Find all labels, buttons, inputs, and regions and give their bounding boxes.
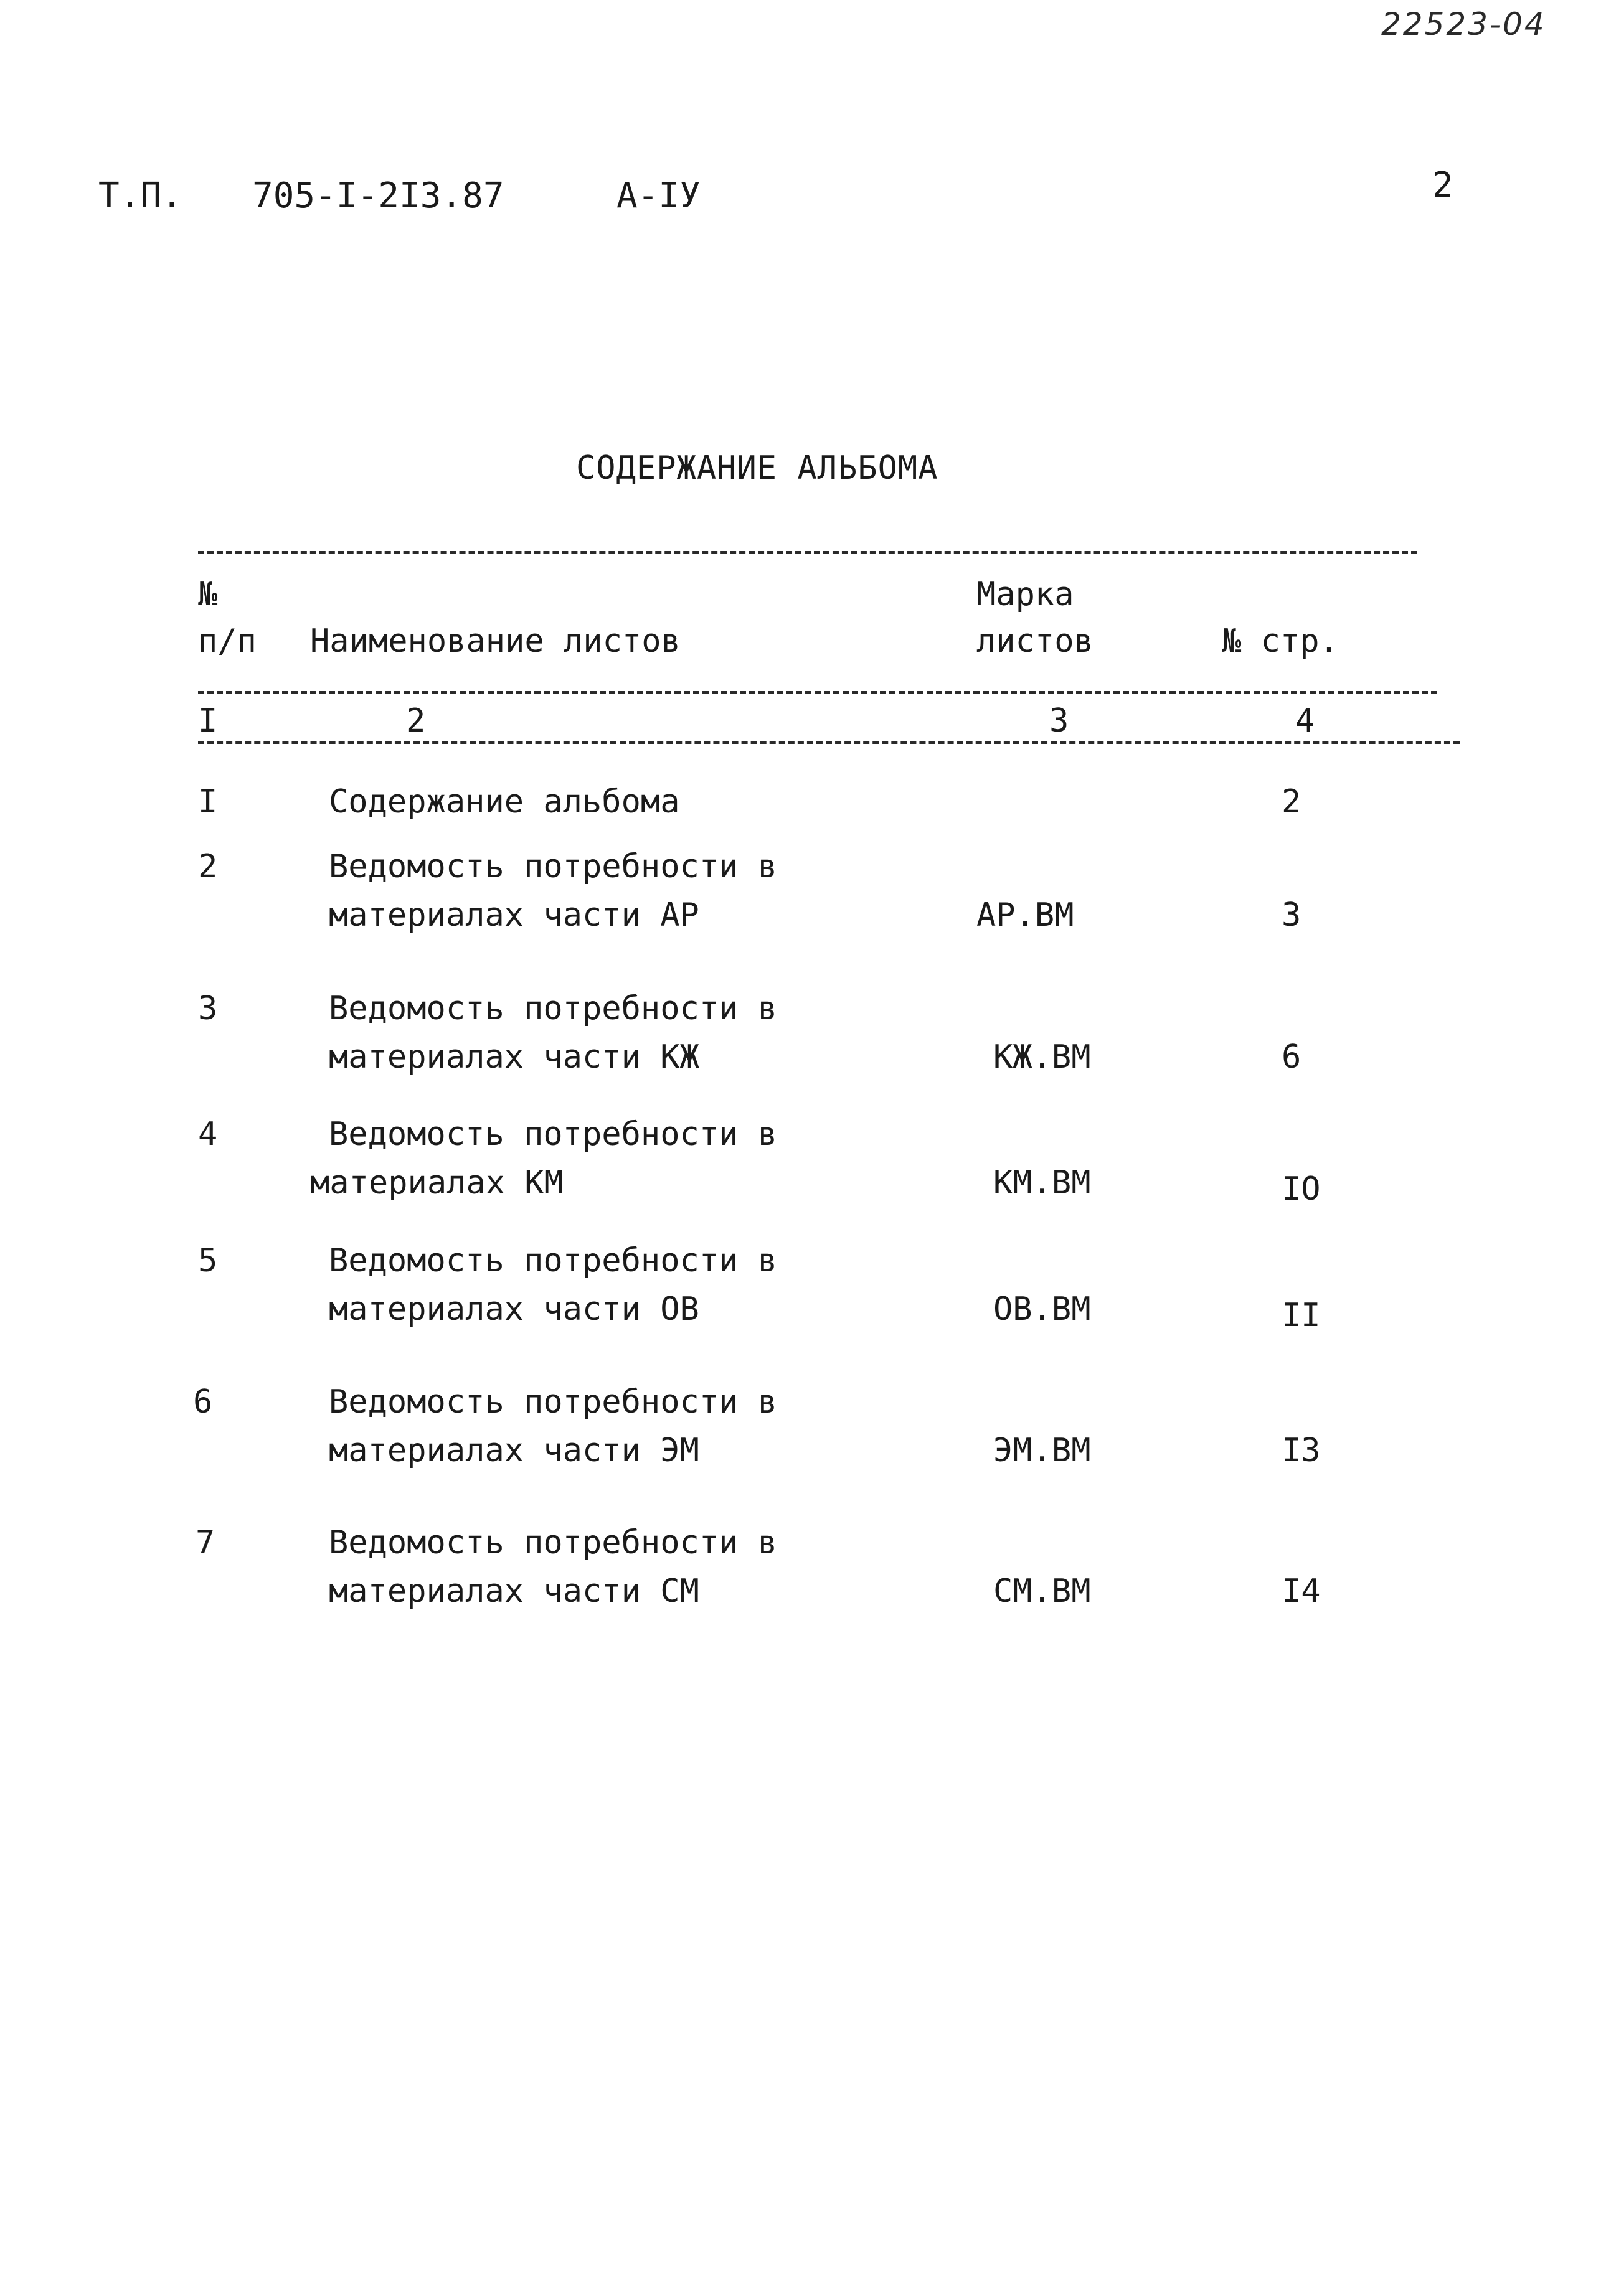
page-ref: II <box>1282 1297 1321 1334</box>
row-number: 6 <box>193 1383 213 1421</box>
project-number: 705-I-2I3.87 <box>252 176 504 216</box>
column-number-4: 4 <box>1295 702 1315 740</box>
page-ref: I3 <box>1282 1432 1321 1469</box>
sheet-name-line2: материалах части ОВ <box>329 1291 699 1328</box>
page-ref: 6 <box>1282 1038 1301 1076</box>
row-number: 7 <box>196 1524 215 1561</box>
header-page: № стр. <box>1222 623 1339 660</box>
page-title: СОДЕРЖАНИЕ АЛЬБОМА <box>576 449 938 487</box>
page-ref: IO <box>1282 1170 1321 1208</box>
sheet-name-line1: Ведомость потребности в <box>329 990 778 1027</box>
sheet-name-line2: материалах части КЖ <box>329 1038 699 1076</box>
sheet-mark: КЖ.ВМ <box>993 1038 1091 1076</box>
column-number-2: 2 <box>406 702 426 740</box>
sheet-name-line1: Ведомость потребности в <box>329 1116 778 1153</box>
column-number-1: I <box>198 702 218 740</box>
row-number: 5 <box>198 1242 218 1279</box>
header-num-label: п/п <box>198 623 257 660</box>
table-top-rule <box>198 551 1417 554</box>
document-type-label: Т.П. <box>98 176 182 216</box>
sheet-name: Содержание альбома <box>329 783 680 821</box>
album-series: А-IУ <box>616 176 701 216</box>
header-mark-line1: Марка <box>976 576 1074 613</box>
header-num-symbol: № <box>198 576 218 613</box>
sheet-name-line1: Ведомость потребности в <box>329 1383 778 1421</box>
sheet-name-line2: материалах части АР <box>329 896 699 934</box>
page-ref: 3 <box>1282 896 1301 934</box>
column-number-3: 3 <box>1049 702 1069 740</box>
sheet-mark: ЭМ.ВМ <box>993 1432 1091 1469</box>
sheet-name-line1: Ведомость потребности в <box>329 1524 778 1561</box>
row-number: 2 <box>198 848 218 885</box>
sheet-name-line1: Ведомость потребности в <box>329 848 778 885</box>
sheet-name-line2: материалах части СМ <box>329 1573 699 1610</box>
row-number: I <box>198 783 218 821</box>
page-number: 2 <box>1432 165 1453 205</box>
page-ref: I4 <box>1282 1573 1321 1610</box>
sheet-name-line2: материалах КМ <box>310 1164 564 1202</box>
row-number: 4 <box>198 1116 218 1153</box>
sheet-name-line2: материалах части ЭМ <box>329 1432 699 1469</box>
column-numbers-rule <box>198 741 1460 744</box>
archive-stamp-number: 22523-04 <box>1381 6 1546 42</box>
page-ref: 2 <box>1282 783 1301 821</box>
sheet-mark: ОВ.ВМ <box>993 1291 1091 1328</box>
sheet-name-line1: Ведомость потребности в <box>329 1242 778 1279</box>
sheet-mark: КМ.ВМ <box>993 1164 1091 1202</box>
header-mark-line2: листов <box>976 623 1093 660</box>
sheet-mark: АР.ВМ <box>976 896 1074 934</box>
header-bottom-rule <box>198 691 1437 694</box>
row-number: 3 <box>198 990 218 1027</box>
sheet-mark: СМ.ВМ <box>993 1573 1091 1610</box>
header-name: Наименование листов <box>310 623 681 660</box>
